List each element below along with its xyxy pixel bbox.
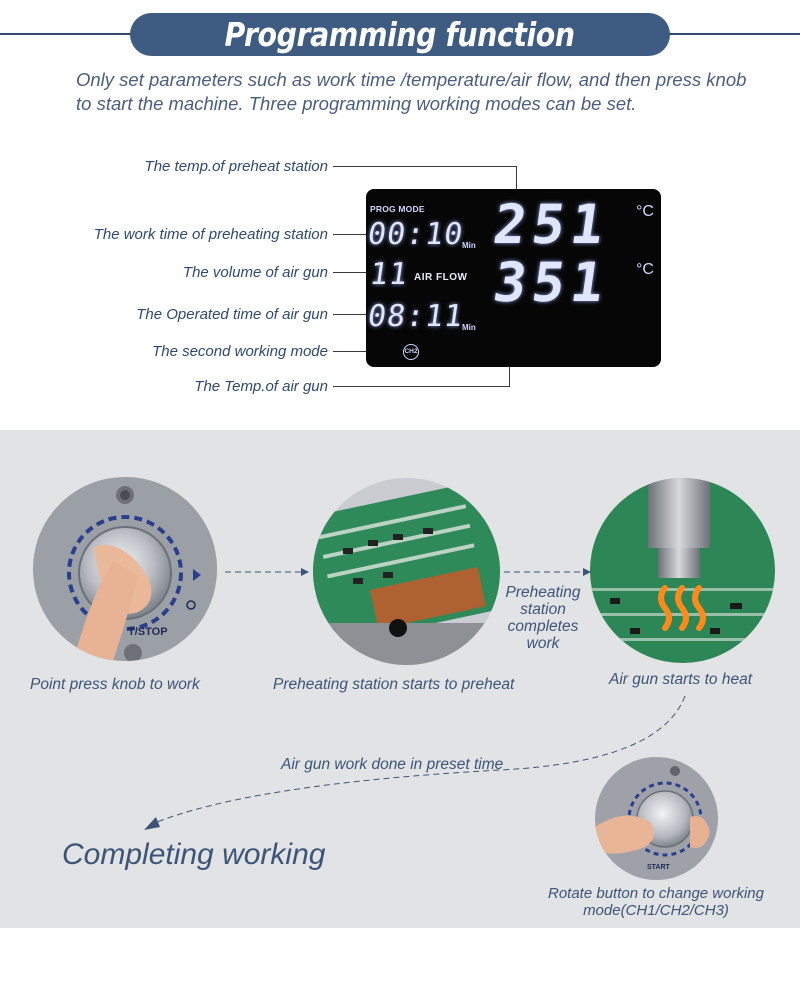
lcd-air-volume: 11: [367, 257, 411, 292]
title-banner: [130, 13, 670, 56]
arrow-step2-to-step3: [504, 565, 592, 579]
intro-text: Only set parameters such as work time /temperature/air flow, and then press knob to start the machine. Three programming working modes can be set.: [76, 69, 747, 114]
caption-step3: Air gun starts to heat: [609, 671, 753, 688]
completing-title: Completing working: [62, 838, 326, 871]
knob-press-photo: [33, 477, 217, 661]
leader-air-temp-h: [333, 386, 510, 387]
leader-preheat-temp-h: [333, 166, 517, 167]
label-preheat-time: The work time of preheating station: [93, 226, 328, 243]
lcd-air-temp: 351: [489, 251, 614, 314]
lcd-air-temp-unit: °C: [636, 261, 654, 278]
lcd-preheat-temp-unit: °C: [636, 203, 654, 220]
lcd-air-time-unit: Min: [462, 323, 476, 332]
caption-rotate: Rotate button to change working mode(CH1/CH2/CH3): [548, 885, 764, 919]
preheat-pcb-photo: [313, 478, 500, 665]
lcd-preheat-temp: 251: [489, 193, 614, 256]
header-rule-right: [655, 33, 800, 35]
page-title: Programming function: [224, 15, 576, 54]
lcd-display: [366, 189, 661, 367]
lcd-airflow-label: AIR FLOW: [414, 272, 468, 283]
caption-step1: Point press knob to work: [30, 676, 200, 693]
lcd-air-time: 08:11: [365, 299, 466, 334]
arrow-step1-to-step2: [225, 565, 310, 579]
caption-step4: Air gun work done in preset time: [281, 756, 504, 773]
caption-step2-done: Preheating station completes work: [505, 584, 581, 652]
label-air-volume: The volume of air gun: [182, 264, 328, 281]
knob-label: T/STOP: [128, 626, 168, 638]
leader-air-time: [333, 314, 369, 315]
lcd-preheat-time: 00:10: [365, 217, 466, 252]
lcd-channel-badge: CH2: [403, 344, 419, 360]
caption-step2: Preheating station starts to preheat: [273, 676, 515, 693]
knob-small-label: START: [647, 864, 670, 871]
label-air-temp: The Temp.of air gun: [194, 378, 328, 395]
label-preheat-temp: The temp.of preheat station: [144, 158, 328, 175]
header-rule-left: [0, 33, 145, 35]
label-air-time: The Operated time of air gun: [136, 306, 328, 323]
lcd-prog-mode: PROG MODE: [370, 204, 425, 214]
lcd-preheat-time-unit: Min: [462, 241, 476, 250]
air-gun-photo: [590, 478, 775, 663]
label-working-mode: The second working mode: [152, 343, 328, 360]
leader-preheat-time: [333, 234, 369, 235]
